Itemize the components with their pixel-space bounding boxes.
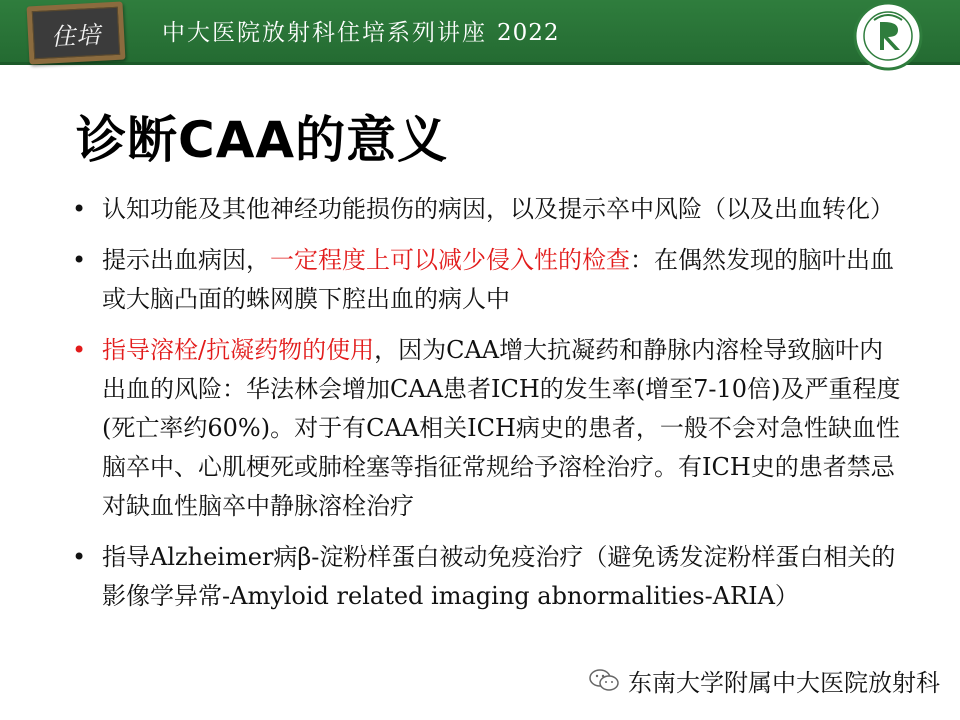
bullet-item <box>66 190 906 229</box>
hospital-logo-icon <box>848 0 928 80</box>
header-title-text: 中大医院放射科住培系列讲座 <box>162 20 487 46</box>
bullet-dot: • <box>72 195 87 223</box>
bullet-text: 指导Alzheimer病β-淀粉样蛋白被动免疫治疗（避免诱发淀粉样蛋白相关的影像学异常-Amyloid related imaging abnormalities-ARIA） <box>102 543 896 610</box>
bullet-item <box>66 538 906 616</box>
badge-text: 住培 <box>50 20 102 51</box>
header-bar <box>0 0 960 65</box>
slide-title: 诊断CAA的意义 <box>76 111 449 169</box>
badge-logo <box>27 2 126 65</box>
bullet-item <box>66 241 906 319</box>
header-title <box>162 14 560 47</box>
bullet-dot: • <box>72 246 87 274</box>
header-year: 2022 <box>497 20 560 46</box>
bullet-highlight: 一定程度上可以减少侵入性的检查 <box>270 246 630 274</box>
bullet-text: 认知功能及其他神经功能损伤的病因，以及提示卒中风险（以及出血转化） <box>102 195 894 223</box>
bullet-highlight: 指导溶栓/抗凝药物的使用 <box>102 336 375 364</box>
watermark-text: 东南大学附属中大医院放射科 <box>628 668 940 697</box>
bullet-text-pre: 提示出血病因， <box>102 246 270 274</box>
bullet-dot: • <box>72 543 87 571</box>
watermark <box>588 662 940 698</box>
bullet-item <box>66 331 906 526</box>
bullet-text-post: ：在偶然发现的脑叶出血或大脑凸面的蛛网膜下腔出血的病人中 <box>102 246 894 313</box>
wechat-icon <box>588 667 620 693</box>
bullet-list <box>66 190 906 628</box>
bullet-text-post: ，因为CAA增大抗凝药和静脉内溶栓导致脑叶内出血的风险：华法林会增加CAA患者ICH的发生率(增至7-10倍)及严重程度(死亡率约60%)。对于有CAA相关ICH病史的患者，一般不会对急性缺血性脑卒中、心肌梗死或肺栓塞等指征常规给予溶栓治疗。有ICH史的患者禁忌对缺血性脑卒中静脉溶栓治疗 <box>102 336 901 520</box>
bullet-dot: • <box>72 336 87 364</box>
